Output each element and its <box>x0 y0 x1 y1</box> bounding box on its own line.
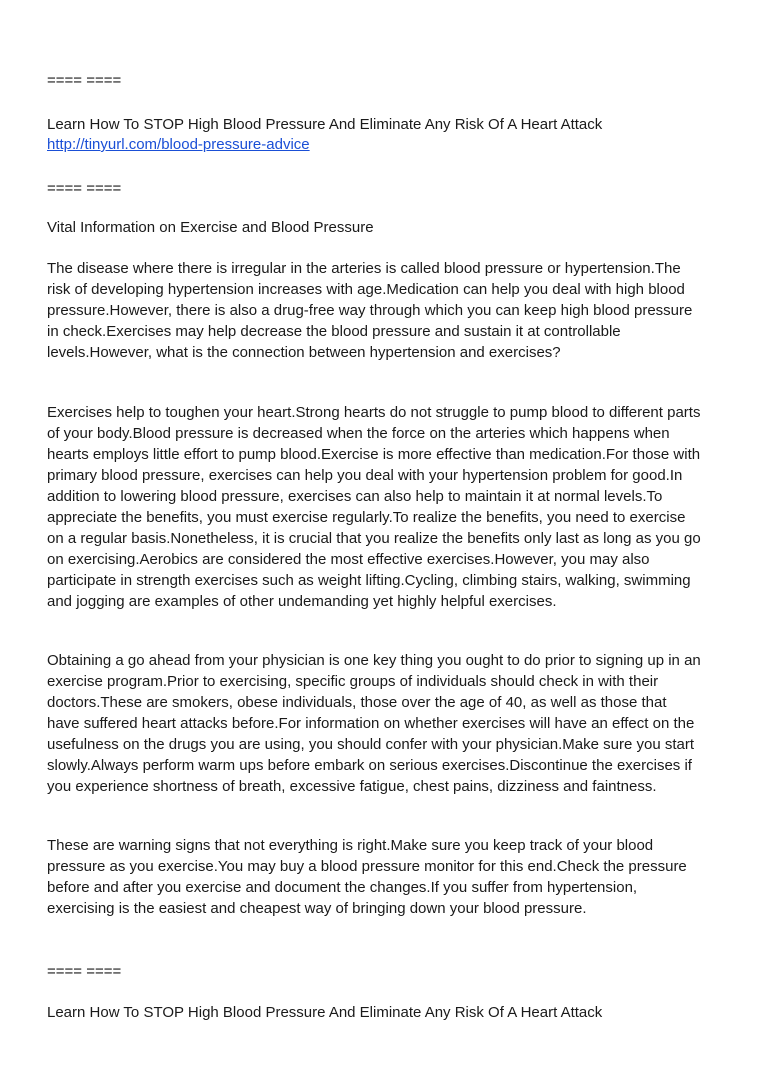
paragraph-line: pressure.However, there is also a drug-free way through which you can keep high blood pressure <box>47 302 693 319</box>
paragraph-line: on exercising.Aerobics are considered the most effective exercises.However, you may also <box>47 551 650 568</box>
paragraph-line: risk of developing hypertension increases with age.Medication can help you deal with high blood <box>47 281 685 298</box>
paragraph-line: addition to lowering blood pressure, exercises can also help to maintain it at normal levels.To <box>47 488 663 505</box>
article-title: Vital Information on Exercise and Blood Pressure <box>47 219 374 236</box>
separator-top: ==== ==== <box>47 72 122 89</box>
paragraph-line: primary blood pressure, exercises can help you deal with your hypertension problem for good.In <box>47 467 683 484</box>
separator-bottom: ==== ==== <box>47 963 122 980</box>
paragraph-line: hearts employs little effort to pump blood.Exercise is more effective than medication.For those with <box>47 446 701 463</box>
paragraph-line: participate in strength exercises such as weight lifting.Cycling, climbing stairs, walking, swimming <box>47 572 691 589</box>
paragraph-line: slowly.Always perform warm ups before embark on serious exercises.Discontinue the exercises if <box>47 757 692 774</box>
promo-title-bottom: Learn How To STOP High Blood Pressure And Eliminate Any Risk Of A Heart Attack <box>47 1004 603 1021</box>
paragraph-line: exercising is the easiest and cheapest way of bringing down your blood pressure. <box>47 900 587 917</box>
paragraph-line: of your body.Blood pressure is decreased when the force on the arteries which happens when <box>47 425 670 442</box>
paragraph-line: usefulness on the drugs you are using, you should confer with your physician.Make sure you start <box>47 736 695 753</box>
paragraph-2 <box>47 402 729 612</box>
paragraph-4 <box>47 835 729 919</box>
paragraph-line: Obtaining a go ahead from your physician is one key thing you ought to do prior to signing up in an <box>47 652 701 669</box>
paragraph-line: pressure as you exercise.You may buy a blood pressure monitor for this end.Check the pressure <box>47 858 687 875</box>
paragraph-line: appreciate the benefits, you must exercise regularly.To realize the benefits, you need to exercise <box>47 509 686 526</box>
promo-link[interactable]: http://tinyurl.com/blood-pressure-advice <box>47 136 310 153</box>
paragraph-line: and jogging are examples of other undemanding yet highly helpful exercises. <box>47 593 557 610</box>
separator-mid: ==== ==== <box>47 180 122 197</box>
paragraph-line: in check.Exercises may help decrease the blood pressure and sustain it at controllable <box>47 323 621 340</box>
paragraph-line: These are warning signs that not everything is right.Make sure you keep track of your blood <box>47 837 654 854</box>
paragraph-line: exercise program.Prior to exercising, specific groups of individuals should check in with their <box>47 673 659 690</box>
paragraph-line: on a regular basis.Nonetheless, it is crucial that you realize the benefits only last as long as you go <box>47 530 701 547</box>
paragraph-1 <box>47 258 729 363</box>
promo-title-top: Learn How To STOP High Blood Pressure And Eliminate Any Risk Of A Heart Attack <box>47 116 603 133</box>
paragraph-line: The disease where there is irregular in the arteries is called blood pressure or hypertension.The <box>47 260 681 277</box>
paragraph-line: levels.However, what is the connection between hypertension and exercises? <box>47 344 561 361</box>
paragraph-line: you experience shortness of breath, excessive fatigue, chest pains, dizziness and faintness. <box>47 778 657 795</box>
paragraph-line: doctors.These are smokers, obese individuals, those over the age of 40, as well as those that <box>47 694 667 711</box>
paragraph-line: before and after you exercise and document the changes.If you suffer from hypertension, <box>47 879 638 896</box>
paragraph-3 <box>47 650 729 797</box>
paragraph-line: Exercises help to toughen your heart.Strong hearts do not struggle to pump blood to different parts <box>47 404 701 421</box>
paragraph-line: have suffered heart attacks before.For information on whether exercises will have an effect on the <box>47 715 695 732</box>
